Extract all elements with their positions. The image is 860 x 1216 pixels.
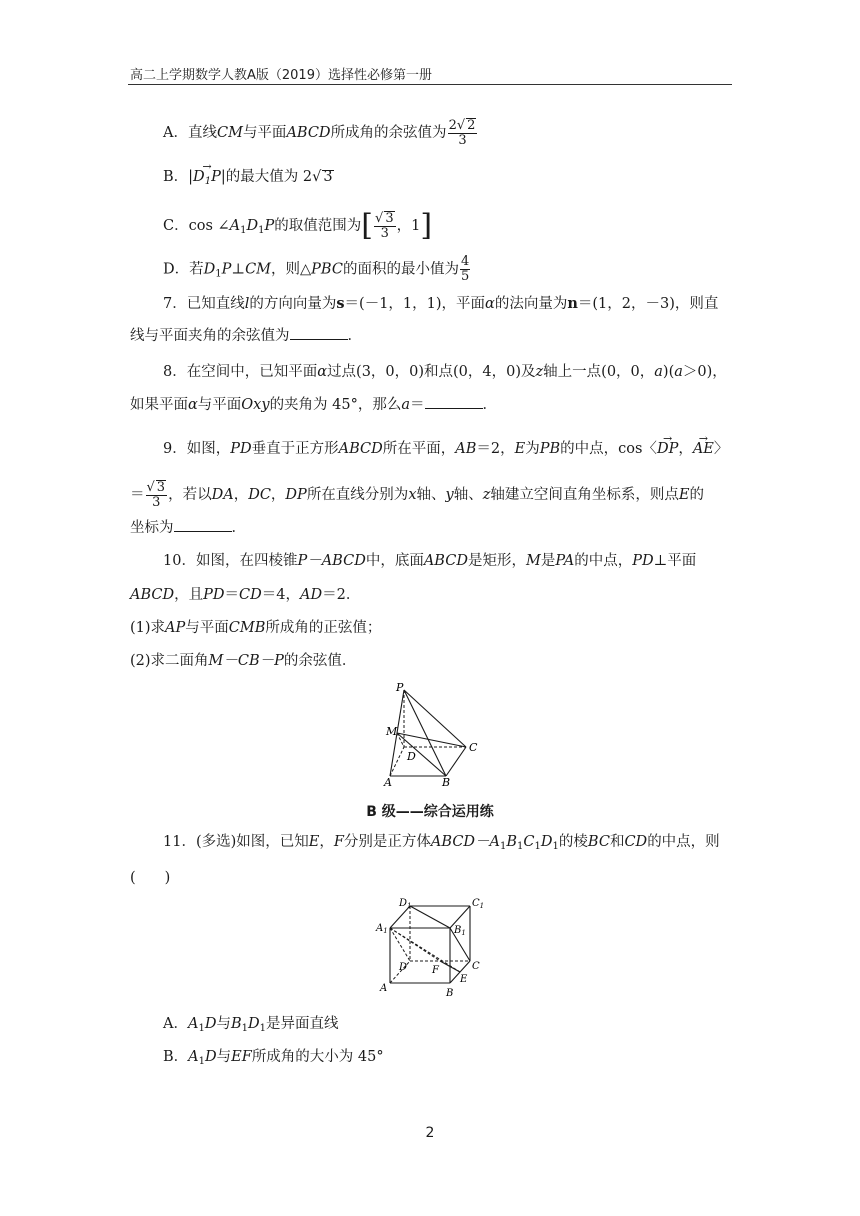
header-divider <box>128 84 732 85</box>
label-b1: $B_1$ <box>454 925 466 937</box>
question-10-line-1: 10．如图，在四棱锥P－ABCD中，底面ABCD是矩形，M是PA的中点，PD⊥平面 <box>163 553 697 569</box>
label-a: A <box>380 983 388 994</box>
fraction: $\frac{4}{5}$ <box>460 254 470 284</box>
question-11-option-a: A．$A_1D$与$B_1D_1$是异面直线 <box>163 1016 339 1034</box>
question-11-option-b: B．$A_1D$与EF所成角的大小为 45° <box>163 1049 384 1067</box>
vector-dp: → DP <box>657 440 678 458</box>
question-9-line-2: ＝ $\frac{√ 3}{3}$ ，若以DA，DC，DP所在直线分别为x轴、y轴、z轴建立空间直角坐标系，则点E的 <box>130 480 704 510</box>
label-b: B <box>442 776 451 789</box>
question-10-part-1: (1)求AP与平面CMB所成角的正弦值； <box>130 620 382 636</box>
question-11-line-1: 11．(多选)如图，已知E，F分别是正方体$ABCD-A_1B_1C_1D_1$的棱BC和CD的中点，则 <box>163 834 720 852</box>
label-d1: $D_1$ <box>399 898 412 910</box>
question-9-line-1: 9．如图，PD垂直于正方形ABCD所在平面，AB＝2，E为PB的中点，cos〈→ DP，→ AE〉 <box>163 440 728 458</box>
label-d: D <box>399 962 408 973</box>
label-p: P <box>396 681 404 694</box>
question-11-line-2: ( ) <box>130 870 171 886</box>
option-c: C．$\cos \angle A_1D_1P$的取值范围为[ $\frac{√ 3}{3}$ ，1] <box>163 208 433 243</box>
answer-blank[interactable] <box>174 519 232 532</box>
label-c: C <box>469 741 478 754</box>
label-d: D <box>407 750 416 763</box>
label-c: C <box>472 961 480 972</box>
label-m: M <box>386 725 398 738</box>
pyramid-figure <box>380 680 490 790</box>
question-7-line-2: 线与平面夹角的余弦值为 ． <box>130 328 362 344</box>
label-a1: $A_1$ <box>376 923 388 935</box>
label-e: E <box>460 974 468 985</box>
fraction: $\frac{2√ 2}{3}$ <box>448 118 476 148</box>
question-10-line-2: ABCD，且PD＝CD＝4，AD＝2． <box>130 587 361 603</box>
question-9-line-3: 坐标为 ． <box>130 520 246 536</box>
fraction: $\frac{√ 3}{3}$ <box>375 211 394 241</box>
vector-ae: → AE <box>693 440 714 458</box>
question-8-line-1: 8．在空间中，已知平面α过点(3，0，0)和点(0，4，0)及z轴上一点(0，0，a)(a＞0)， <box>163 364 727 380</box>
question-8-line-2: 如果平面α与平面Oxy的夹角为 45°，那么a＝ ． <box>130 397 498 413</box>
label-c1: $C_1$ <box>472 898 485 910</box>
question-7-line-1: 7．已知直线l的方向向量为s＝(－1，1，1)，平面α的法向量为n＝(1，2，－3)，则直 <box>163 295 719 312</box>
page-header: 高二上学期数学人教A版（2019）选择性必修第一册 <box>130 68 432 83</box>
label-a: A <box>384 776 392 789</box>
vector-d1p: → $D_1P$ <box>193 168 221 191</box>
answer-blank[interactable] <box>290 327 348 340</box>
label-f: F <box>432 965 439 976</box>
question-10-part-2: (2)求二面角M－CB－P的余弦值． <box>130 653 357 669</box>
option-d: D．若$D_1P\perp CM$，则△PBC的面积的最小值为 $\frac{4}{5}$ <box>163 254 470 284</box>
option-b: B．|→ $D_1P|$的最大值为 2√ 3 <box>163 168 334 191</box>
label-b: B <box>446 988 454 999</box>
section-b-heading: B 级——综合运用练 <box>366 804 494 820</box>
fraction: $\frac{√ 3}{3}$ <box>146 480 166 510</box>
page-number: 2 <box>425 1125 435 1141</box>
option-a: A．直线CM与平面ABCD所成角的余弦值为 $\frac{2√ 2}{3}$ <box>163 118 476 148</box>
answer-blank[interactable] <box>425 396 483 409</box>
cube-figure <box>372 895 488 1005</box>
